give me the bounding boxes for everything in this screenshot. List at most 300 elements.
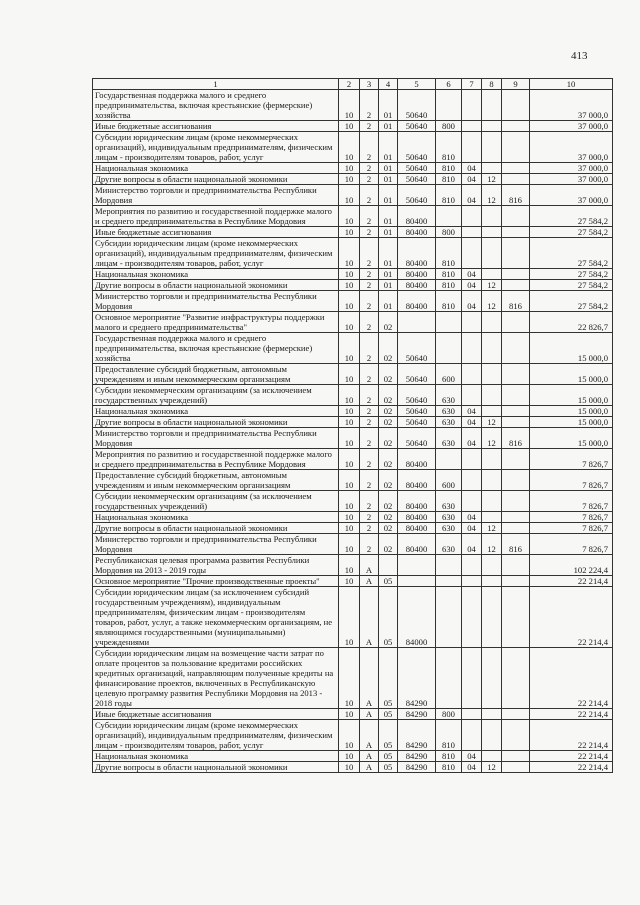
cell-target-code: 80400 (398, 449, 436, 470)
cell-expense-type: 600 (436, 470, 462, 491)
table-row (93, 576, 613, 587)
column-header-3: 3 (360, 79, 379, 90)
cell-code-4: 02 (379, 470, 398, 491)
cell-expense-type: 630 (436, 428, 462, 449)
cell-expense-type: 810 (436, 269, 462, 280)
cell-amount: 7 826,7 (530, 512, 613, 523)
cell-amount: 37 000,0 (530, 121, 613, 132)
cell-amount: 22 214,4 (530, 709, 613, 720)
cell-ministry-code (502, 312, 530, 333)
cell-item-name: Министерство торговли и предпринимательства Республики Мордовия (93, 185, 339, 206)
cell-code-3: 2 (360, 449, 379, 470)
cell-ministry-code (502, 280, 530, 291)
cell-code-4: 01 (379, 121, 398, 132)
cell-target-code: 80400 (398, 227, 436, 238)
table-row (93, 385, 613, 406)
cell-code-3: 2 (360, 132, 379, 163)
cell-section (462, 227, 482, 238)
cell-target-code: 80400 (398, 523, 436, 534)
table-row (93, 417, 613, 428)
cell-code-2: 10 (339, 576, 360, 587)
cell-code-2: 10 (339, 751, 360, 762)
cell-item-name: Иные бюджетные ассигнования (93, 227, 339, 238)
cell-expense-type: 630 (436, 512, 462, 523)
cell-amount: 15 000,0 (530, 417, 613, 428)
cell-code-3: 2 (360, 406, 379, 417)
cell-code-2: 10 (339, 364, 360, 385)
cell-code-3: 2 (360, 291, 379, 312)
cell-code-2: 10 (339, 709, 360, 720)
cell-item-name: Национальная экономика (93, 512, 339, 523)
cell-code-3: 2 (360, 227, 379, 238)
cell-expense-type: 810 (436, 185, 462, 206)
cell-subsection (482, 709, 502, 720)
cell-code-3: 2 (360, 512, 379, 523)
cell-expense-type: 630 (436, 417, 462, 428)
table-row (93, 280, 613, 291)
cell-code-3: 2 (360, 269, 379, 280)
cell-section (462, 576, 482, 587)
cell-target-code: 50640 (398, 163, 436, 174)
cell-item-name: Другие вопросы в области национальной экономики (93, 174, 339, 185)
cell-target-code: 80400 (398, 280, 436, 291)
cell-code-2: 10 (339, 762, 360, 773)
cell-target-code: 80400 (398, 491, 436, 512)
cell-code-2: 10 (339, 512, 360, 523)
cell-subsection (482, 385, 502, 406)
cell-target-code: 84290 (398, 762, 436, 773)
cell-code-4: 01 (379, 280, 398, 291)
cell-target-code: 50640 (398, 385, 436, 406)
cell-ministry-code (502, 406, 530, 417)
table-row (93, 227, 613, 238)
cell-expense-type: 630 (436, 491, 462, 512)
cell-ministry-code (502, 751, 530, 762)
cell-expense-type: 800 (436, 121, 462, 132)
cell-code-3: А (360, 762, 379, 773)
cell-code-4: 02 (379, 333, 398, 364)
table-row (93, 648, 613, 709)
cell-ministry-code (502, 174, 530, 185)
cell-section (462, 709, 482, 720)
cell-subsection (482, 555, 502, 576)
cell-subsection (482, 206, 502, 227)
cell-item-name: Другие вопросы в области национальной экономики (93, 762, 339, 773)
cell-ministry-code (502, 238, 530, 269)
cell-amount: 37 000,0 (530, 90, 613, 121)
cell-code-2: 10 (339, 121, 360, 132)
cell-code-3: 2 (360, 185, 379, 206)
cell-code-2: 10 (339, 648, 360, 709)
cell-section (462, 121, 482, 132)
table-row (93, 491, 613, 512)
cell-code-4: 02 (379, 385, 398, 406)
table-row (93, 555, 613, 576)
cell-ministry-code (502, 709, 530, 720)
cell-item-name: Основное мероприятие "Развитие инфраструктуры поддержки малого и среднего предпринимательства" (93, 312, 339, 333)
cell-target-code (398, 576, 436, 587)
cell-expense-type: 600 (436, 364, 462, 385)
cell-target-code: 50640 (398, 90, 436, 121)
cell-section (462, 720, 482, 751)
cell-item-name: Министерство торговли и предпринимательства Республики Мордовия (93, 428, 339, 449)
cell-subsection: 12 (482, 417, 502, 428)
cell-target-code: 80400 (398, 206, 436, 227)
cell-code-3: А (360, 709, 379, 720)
cell-subsection: 12 (482, 174, 502, 185)
cell-item-name: Субсидии юридическим лицам (кроме некоммерческих организаций), индивидуальным предпринимателям, физическим лицам - производителям товаров, работ, услуг (93, 132, 339, 163)
cell-target-code: 50640 (398, 185, 436, 206)
table-header (93, 79, 613, 90)
cell-ministry-code: 816 (502, 291, 530, 312)
table-row (93, 364, 613, 385)
cell-expense-type: 810 (436, 163, 462, 174)
cell-expense-type: 630 (436, 523, 462, 534)
cell-target-code: 50640 (398, 364, 436, 385)
cell-subsection (482, 90, 502, 121)
cell-amount: 7 826,7 (530, 491, 613, 512)
cell-expense-type: 810 (436, 720, 462, 751)
cell-subsection (482, 312, 502, 333)
column-header-7: 7 (462, 79, 482, 90)
cell-code-4: 05 (379, 648, 398, 709)
cell-code-2: 10 (339, 523, 360, 534)
cell-code-4: 01 (379, 185, 398, 206)
cell-amount: 7 826,7 (530, 470, 613, 491)
cell-subsection: 12 (482, 428, 502, 449)
cell-code-3: А (360, 720, 379, 751)
cell-subsection (482, 512, 502, 523)
cell-item-name: Предоставление субсидий бюджетным, автономным учреждениям и иным некоммерческим организациям (93, 470, 339, 491)
cell-expense-type (436, 555, 462, 576)
cell-code-4: 02 (379, 534, 398, 555)
cell-subsection (482, 163, 502, 174)
cell-code-2: 10 (339, 227, 360, 238)
cell-subsection (482, 491, 502, 512)
table-row (93, 709, 613, 720)
cell-amount: 37 000,0 (530, 185, 613, 206)
cell-item-name: Министерство торговли и предпринимательства Республики Мордовия (93, 291, 339, 312)
cell-amount: 22 214,4 (530, 720, 613, 751)
cell-item-name: Субсидии юридическим лицам на возмещение части затрат по оплате процентов за пользование кредитами российских кредитных организаций, направляющим полученные кредиты на финансирование проектов, включенных в Республиканскую целевую программу развития Республики Мордовия на 2013 - 2018 годы (93, 648, 339, 709)
cell-expense-type (436, 576, 462, 587)
table-row (93, 333, 613, 364)
cell-target-code: 80400 (398, 470, 436, 491)
cell-amount: 37 000,0 (530, 174, 613, 185)
cell-subsection (482, 121, 502, 132)
cell-amount: 22 826,7 (530, 312, 613, 333)
cell-target-code: 50640 (398, 132, 436, 163)
table-row (93, 206, 613, 227)
cell-expense-type (436, 206, 462, 227)
cell-ministry-code: 816 (502, 534, 530, 555)
cell-subsection (482, 470, 502, 491)
cell-code-2: 10 (339, 90, 360, 121)
cell-amount: 27 584,2 (530, 227, 613, 238)
cell-expense-type: 810 (436, 174, 462, 185)
cell-subsection: 12 (482, 280, 502, 291)
cell-item-name: Субсидии некоммерческим организациям (за исключением государственных учреждений) (93, 385, 339, 406)
cell-expense-type: 810 (436, 132, 462, 163)
cell-target-code: 84000 (398, 587, 436, 648)
cell-amount: 15 000,0 (530, 364, 613, 385)
cell-code-3: 2 (360, 491, 379, 512)
cell-amount: 27 584,2 (530, 280, 613, 291)
cell-ministry-code (502, 648, 530, 709)
cell-subsection (482, 364, 502, 385)
cell-target-code: 50640 (398, 406, 436, 417)
cell-code-2: 10 (339, 555, 360, 576)
cell-expense-type: 810 (436, 762, 462, 773)
cell-ministry-code: 816 (502, 428, 530, 449)
cell-code-4: 05 (379, 720, 398, 751)
table-row (93, 720, 613, 751)
cell-target-code: 80400 (398, 534, 436, 555)
cell-ministry-code (502, 523, 530, 534)
cell-code-2: 10 (339, 269, 360, 280)
cell-amount: 22 214,4 (530, 576, 613, 587)
cell-code-3: 2 (360, 174, 379, 185)
cell-ministry-code (502, 364, 530, 385)
cell-amount: 27 584,2 (530, 269, 613, 280)
cell-item-name: Мероприятия по развитию и государственной поддержке малого и среднего предпринимательства в Республике Мордовия (93, 206, 339, 227)
cell-target-code: 80400 (398, 269, 436, 280)
cell-ministry-code (502, 227, 530, 238)
cell-item-name: Национальная экономика (93, 751, 339, 762)
cell-item-name: Субсидии некоммерческим организациям (за исключением государственных учреждений) (93, 491, 339, 512)
cell-code-4: 05 (379, 576, 398, 587)
cell-code-3: 2 (360, 523, 379, 534)
cell-subsection (482, 576, 502, 587)
cell-code-4: 01 (379, 291, 398, 312)
cell-target-code (398, 312, 436, 333)
cell-code-2: 10 (339, 174, 360, 185)
cell-code-4: 05 (379, 751, 398, 762)
cell-item-name: Национальная экономика (93, 269, 339, 280)
cell-section: 04 (462, 751, 482, 762)
cell-expense-type: 800 (436, 227, 462, 238)
cell-section: 04 (462, 417, 482, 428)
cell-item-name: Мероприятия по развитию и государственной поддержке малого и среднего предпринимательства в Республике Мордовия (93, 449, 339, 470)
cell-section (462, 470, 482, 491)
cell-code-2: 10 (339, 385, 360, 406)
cell-item-name: Республиканская целевая программа развития Республики Мордовия на 2013 - 2019 годы (93, 555, 339, 576)
cell-ministry-code (502, 587, 530, 648)
cell-expense-type (436, 333, 462, 364)
cell-expense-type (436, 587, 462, 648)
cell-amount: 22 214,4 (530, 648, 613, 709)
cell-code-3: 2 (360, 163, 379, 174)
cell-section (462, 385, 482, 406)
cell-code-2: 10 (339, 163, 360, 174)
cell-ministry-code (502, 417, 530, 428)
cell-code-4: 01 (379, 238, 398, 269)
cell-ministry-code (502, 121, 530, 132)
cell-section (462, 555, 482, 576)
cell-code-4: 02 (379, 428, 398, 449)
cell-code-3: А (360, 576, 379, 587)
cell-subsection: 12 (482, 523, 502, 534)
column-header-1: 1 (93, 79, 339, 90)
cell-code-3: 2 (360, 333, 379, 364)
cell-code-2: 10 (339, 333, 360, 364)
cell-target-code: 50640 (398, 428, 436, 449)
cell-target-code: 84290 (398, 709, 436, 720)
cell-expense-type: 810 (436, 751, 462, 762)
cell-code-4: 01 (379, 206, 398, 227)
cell-section (462, 587, 482, 648)
cell-code-4: 01 (379, 132, 398, 163)
cell-code-4 (379, 555, 398, 576)
cell-item-name: Иные бюджетные ассигнования (93, 121, 339, 132)
cell-target-code: 84290 (398, 648, 436, 709)
cell-section: 04 (462, 428, 482, 449)
cell-code-2: 10 (339, 185, 360, 206)
cell-subsection (482, 227, 502, 238)
cell-section: 04 (462, 762, 482, 773)
cell-section (462, 364, 482, 385)
cell-code-2: 10 (339, 449, 360, 470)
cell-section (462, 491, 482, 512)
column-header-2: 2 (339, 79, 360, 90)
cell-code-2: 10 (339, 312, 360, 333)
cell-section (462, 238, 482, 269)
cell-code-2: 10 (339, 470, 360, 491)
cell-code-2: 10 (339, 534, 360, 555)
cell-code-2: 10 (339, 491, 360, 512)
table-row (93, 238, 613, 269)
cell-code-4: 02 (379, 523, 398, 534)
cell-expense-type: 810 (436, 238, 462, 269)
cell-expense-type: 630 (436, 534, 462, 555)
cell-code-2: 10 (339, 720, 360, 751)
cell-item-name: Государственная поддержка малого и среднего предпринимательства, включая крестьянские (фермерские) хозяйства (93, 333, 339, 364)
cell-subsection: 12 (482, 291, 502, 312)
cell-subsection (482, 333, 502, 364)
cell-code-4: 05 (379, 762, 398, 773)
cell-section (462, 648, 482, 709)
cell-ministry-code (502, 762, 530, 773)
cell-amount: 22 214,4 (530, 762, 613, 773)
table-row (93, 470, 613, 491)
cell-code-2: 10 (339, 428, 360, 449)
cell-section (462, 333, 482, 364)
cell-amount: 15 000,0 (530, 385, 613, 406)
cell-code-2: 10 (339, 132, 360, 163)
cell-amount: 15 000,0 (530, 406, 613, 417)
table-row (93, 534, 613, 555)
cell-section (462, 206, 482, 227)
cell-expense-type: 800 (436, 709, 462, 720)
header-row (93, 79, 613, 90)
cell-code-4: 02 (379, 491, 398, 512)
cell-item-name: Субсидии юридическим лицам (кроме некоммерческих организаций), индивидуальным предпринимателям, физическим лицам - производителям товаров, работ, услуг (93, 720, 339, 751)
cell-code-3: А (360, 751, 379, 762)
column-header-8: 8 (482, 79, 502, 90)
cell-subsection (482, 132, 502, 163)
cell-expense-type: 810 (436, 291, 462, 312)
cell-section: 04 (462, 174, 482, 185)
cell-subsection (482, 449, 502, 470)
cell-code-4: 02 (379, 417, 398, 428)
table-row (93, 587, 613, 648)
table-row (93, 512, 613, 523)
cell-subsection: 12 (482, 534, 502, 555)
cell-code-4: 02 (379, 512, 398, 523)
column-header-9: 9 (502, 79, 530, 90)
table-row (93, 428, 613, 449)
cell-code-3: 2 (360, 280, 379, 291)
cell-code-3: 2 (360, 121, 379, 132)
cell-target-code: 84290 (398, 751, 436, 762)
cell-code-4: 02 (379, 449, 398, 470)
cell-target-code: 80400 (398, 512, 436, 523)
cell-code-3: 2 (360, 90, 379, 121)
cell-ministry-code (502, 132, 530, 163)
cell-amount: 37 000,0 (530, 132, 613, 163)
table-row (93, 185, 613, 206)
table-row (93, 163, 613, 174)
cell-ministry-code (502, 333, 530, 364)
cell-expense-type: 630 (436, 385, 462, 406)
cell-code-2: 10 (339, 587, 360, 648)
cell-ministry-code (502, 491, 530, 512)
cell-amount: 7 826,7 (530, 534, 613, 555)
cell-item-name: Предоставление субсидий бюджетным, автономным учреждениям и иным некоммерческим организациям (93, 364, 339, 385)
cell-section: 04 (462, 534, 482, 555)
cell-item-name: Другие вопросы в области национальной экономики (93, 523, 339, 534)
cell-ministry-code (502, 163, 530, 174)
cell-target-code: 84290 (398, 720, 436, 751)
cell-code-2: 10 (339, 417, 360, 428)
cell-code-4: 01 (379, 174, 398, 185)
cell-expense-type: 810 (436, 280, 462, 291)
cell-section (462, 132, 482, 163)
cell-code-3: А (360, 555, 379, 576)
cell-code-4: 01 (379, 163, 398, 174)
cell-ministry-code (502, 385, 530, 406)
table-row (93, 523, 613, 534)
cell-code-4: 02 (379, 312, 398, 333)
cell-section (462, 312, 482, 333)
cell-target-code: 80400 (398, 291, 436, 312)
cell-item-name: Национальная экономика (93, 163, 339, 174)
cell-code-3: А (360, 648, 379, 709)
cell-amount: 22 214,4 (530, 751, 613, 762)
table-row (93, 269, 613, 280)
cell-section: 04 (462, 280, 482, 291)
cell-subsection (482, 648, 502, 709)
cell-subsection: 12 (482, 762, 502, 773)
cell-amount: 22 214,4 (530, 587, 613, 648)
cell-code-4: 01 (379, 269, 398, 280)
cell-section: 04 (462, 185, 482, 206)
cell-item-name: Иные бюджетные ассигнования (93, 709, 339, 720)
cell-expense-type (436, 449, 462, 470)
cell-item-name: Министерство торговли и предпринимательства Республики Мордовия (93, 534, 339, 555)
cell-item-name: Другие вопросы в области национальной экономики (93, 417, 339, 428)
cell-code-2: 10 (339, 238, 360, 269)
cell-ministry-code (502, 576, 530, 587)
cell-subsection (482, 406, 502, 417)
table-row (93, 291, 613, 312)
column-header-6: 6 (436, 79, 462, 90)
cell-item-name: Национальная экономика (93, 406, 339, 417)
cell-target-code (398, 555, 436, 576)
cell-amount: 27 584,2 (530, 238, 613, 269)
cell-ministry-code (502, 449, 530, 470)
column-header-5: 5 (398, 79, 436, 90)
